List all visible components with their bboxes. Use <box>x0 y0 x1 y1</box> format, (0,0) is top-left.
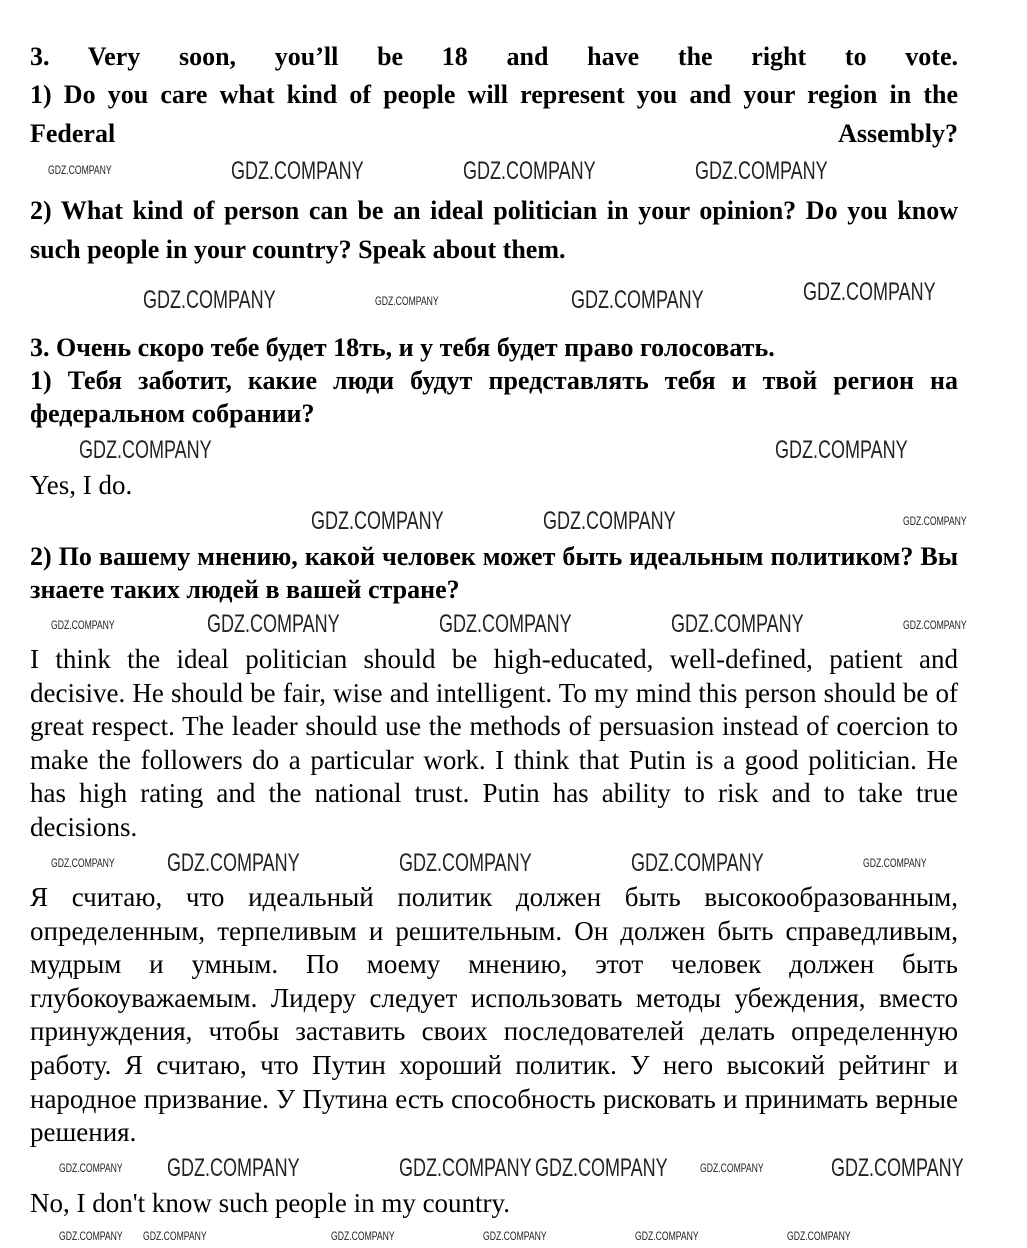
watermark: GDZ.COMPANY <box>59 1229 123 1243</box>
task-heading-ru: 3. Очень скоро тебе будет 18ть, и у тебя будет право голосовать. <box>30 333 775 362</box>
answer-1: Yes, I do. <box>30 470 133 500</box>
watermark: GDZ.COMPANY <box>803 278 936 306</box>
watermark: GDZ.COMPANY <box>903 618 967 632</box>
watermark: GDZ.COMPANY <box>571 286 704 314</box>
watermark: GDZ.COMPANY <box>399 849 532 877</box>
watermark: GDZ.COMPANY <box>463 157 596 185</box>
watermark: GDZ.COMPANY <box>439 610 572 638</box>
watermark: GDZ.COMPANY <box>59 1161 123 1175</box>
watermark: GDZ.COMPANY <box>231 157 364 185</box>
watermark: GDZ.COMPANY <box>483 1229 547 1243</box>
watermark: GDZ.COMPANY <box>631 849 764 877</box>
watermark: GDZ.COMPANY <box>311 507 444 535</box>
watermark: GDZ.COMPANY <box>635 1229 699 1243</box>
watermark: GDZ.COMPANY <box>700 1161 764 1175</box>
watermark: GDZ.COMPANY <box>143 1229 207 1243</box>
question-2-en: 2) What kind of person can be an ideal politician in your opinion? Do you know such people in your country? Speak about them. <box>30 196 958 264</box>
answer-2-en: I think the ideal politician should be high-educated, well-defined, patient and decisive. He should be fair, wise and intelligent. To my mind this person should be of great respect. The leader should use the methods of persuasion instead of coercion to make the followers do a particular work. I think that Putin is a good politician. He has high rating and the national trust. Putin has ability to risk and to take true decisions. <box>30 644 958 842</box>
question-2-ru: 2) По вашему мнению, какой человек может быть идеальным политиком? Вы знаете таких людей в вашей стране? <box>30 542 958 604</box>
watermark: GDZ.COMPANY <box>48 163 112 177</box>
watermark: GDZ.COMPANY <box>79 436 212 464</box>
watermark: GDZ.COMPANY <box>535 1154 668 1182</box>
watermark: GDZ.COMPANY <box>543 507 676 535</box>
watermark: GDZ.COMPANY <box>831 1154 964 1182</box>
answer-2-ru: Я считаю, что идеальный политик должен быть высокообразованным, определенным, терпеливым и решительным. Он должен быть справедливым, мудрым и умным. По моему мнению, этот человек должен быть глубокоуважаемым. Лидеру следует использовать методы убеждения, вместо принуждения, чтобы заставить своих последователей делать определенную работу. Я считаю, что Путин хороший политик. У него высокий рейтинг и народное призвание. У Путина есть способность рисковать и принимать верные решения. <box>30 882 958 1148</box>
watermark: GDZ.COMPANY <box>399 1154 532 1182</box>
watermark: GDZ.COMPANY <box>143 286 276 314</box>
watermark: GDZ.COMPANY <box>167 1154 300 1182</box>
watermark: GDZ.COMPANY <box>375 294 439 308</box>
watermark: GDZ.COMPANY <box>51 856 115 870</box>
watermark: GDZ.COMPANY <box>787 1229 851 1243</box>
watermark: GDZ.COMPANY <box>863 856 927 870</box>
watermark: GDZ.COMPANY <box>331 1229 395 1243</box>
watermark: GDZ.COMPANY <box>671 610 804 638</box>
question-1-ru: 1) Тебя заботит, какие люди будут представлять тебя и твой регион на федеральном собрании? <box>30 366 958 428</box>
watermark: GDZ.COMPANY <box>903 514 967 528</box>
watermark: GDZ.COMPANY <box>167 849 300 877</box>
watermark: GDZ.COMPANY <box>207 610 340 638</box>
answer-3: No, I don't know such people in my country. <box>30 1188 511 1218</box>
question-1-en: 1) Do you care what kind of people will represent you and your region in the Federal Assembly? <box>30 80 958 148</box>
watermark: GDZ.COMPANY <box>695 157 828 185</box>
watermark: GDZ.COMPANY <box>775 436 908 464</box>
watermark: GDZ.COMPANY <box>51 618 115 632</box>
task-heading-en: 3. Very soon, you’ll be 18 and have the right to vote. <box>30 42 958 71</box>
